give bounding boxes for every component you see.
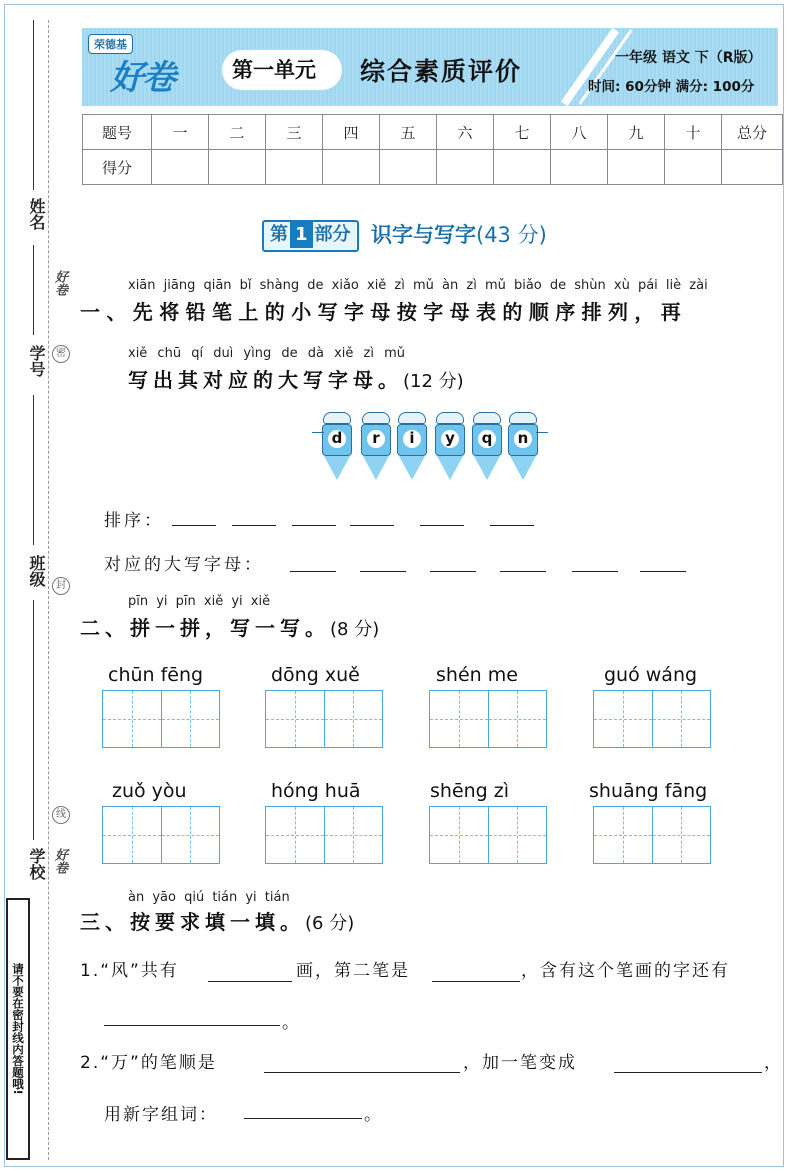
tianzige-box[interactable] (593, 690, 711, 748)
q3-item1-a: 1.“风”共有 (80, 961, 179, 981)
sort-blank[interactable] (172, 525, 216, 526)
pencil-letter: y (441, 430, 459, 448)
tianzige-box[interactable] (102, 806, 220, 864)
seal-warning: 请不要在密封线内答题哦! (6, 898, 30, 1160)
pinyin-word: guó wáng (604, 664, 698, 686)
q3-item2-b: ，加一笔变成 (463, 1053, 577, 1073)
score-cell[interactable] (665, 150, 722, 185)
q1-pinyin-1: xiān jiāng qiān bǐ shàng de xiǎo xiě zì mǔ àn zì mǔ biǎo de shùn xù pái liè zài (128, 278, 708, 293)
pinyin-word: shuāng fāng (589, 780, 708, 802)
sort-blank[interactable] (292, 525, 336, 526)
pinyin-word: dōng xuě (271, 664, 360, 686)
pencil (397, 412, 427, 480)
id-blank-top (33, 245, 34, 335)
q3-item1-end: 。 (282, 1013, 301, 1033)
sort-blank[interactable] (350, 525, 394, 526)
characters-blank[interactable] (104, 1025, 280, 1026)
name-blank (33, 20, 34, 190)
time-score-info: 时间: 60分钟 满分: 100分 (588, 79, 755, 95)
pinyin-word: shén me (436, 664, 518, 686)
pencil-letter: i (403, 430, 421, 448)
q1-line-2 (128, 364, 464, 393)
q3-item2-end: 。 (364, 1105, 383, 1125)
q1-line-2-text: 写出其对应的大写字母。 (128, 368, 403, 392)
name-label: 姓名 (27, 198, 46, 230)
q3-points: (6 分) (305, 913, 355, 934)
unit-title: 第一单元 (232, 57, 316, 82)
pencil-letter: r (367, 430, 385, 448)
seal-mark-xian: 线 (52, 806, 70, 824)
score-col-header: 五 (380, 115, 437, 150)
class-blank (33, 600, 34, 840)
q3-item2-a: 2.“万”的笔顺是 (80, 1053, 217, 1073)
part-number: 1 (290, 222, 313, 248)
pencil (508, 412, 538, 480)
score-col-header: 十 (665, 115, 722, 150)
pencil-letter: d (328, 430, 346, 448)
score-cell[interactable] (323, 150, 380, 185)
pencil-arm (312, 432, 324, 433)
q3-item2-d: 用新字组词： (104, 1105, 218, 1125)
pinyin-word: zuǒ yòu (112, 780, 187, 802)
tianzige-box[interactable] (593, 806, 711, 864)
seal-mark-mi: 密 (52, 345, 70, 363)
uppercase-label: 对应的大写字母： (104, 555, 264, 575)
q2-line (80, 612, 379, 641)
word-blank[interactable] (244, 1118, 362, 1119)
id-blank (33, 395, 34, 545)
second-stroke-blank[interactable] (432, 981, 520, 982)
uppercase-blank[interactable] (360, 571, 406, 572)
seal-mark-feng: 封 (52, 577, 70, 595)
score-cell[interactable] (722, 150, 783, 185)
pencil-letter: n (514, 430, 532, 448)
score-col-header: 二 (209, 115, 266, 150)
score-table-score-row (83, 150, 783, 185)
uppercase-blank[interactable] (640, 571, 686, 572)
score-cell[interactable] (608, 150, 665, 185)
q2-points: (8 分) (330, 619, 380, 640)
pinyin-word: chūn fēng (108, 664, 204, 686)
uppercase-blank[interactable] (290, 571, 336, 572)
score-col-header: 四 (323, 115, 380, 150)
sort-blank[interactable] (232, 525, 276, 526)
score-cell[interactable] (380, 150, 437, 185)
score-cell[interactable] (494, 150, 551, 185)
margin-logo-top: 好卷 (52, 270, 67, 296)
score-col-header: 六 (437, 115, 494, 150)
pencil (322, 412, 352, 480)
class-label: 班级 (27, 555, 46, 587)
logo: 好卷 (110, 58, 174, 98)
q3-line (80, 906, 354, 935)
new-character-blank[interactable] (614, 1072, 762, 1073)
margin-logo-bottom: 好卷 (52, 848, 67, 874)
uppercase-blank[interactable] (500, 571, 546, 572)
score-cell[interactable] (152, 150, 209, 185)
q3-item1-c: ，含有这个笔画的字还有 (521, 961, 730, 981)
q3-pinyin: àn yāo qiú tián yi tián (128, 890, 290, 905)
pencil-letter: q (478, 430, 496, 448)
score-col-header: 总分 (722, 115, 783, 150)
brand-tag: 荣德基 (88, 34, 133, 54)
tianzige-box[interactable] (429, 690, 547, 748)
tianzige-box[interactable] (265, 690, 383, 748)
sort-blank[interactable] (420, 525, 464, 526)
part-suffix: 部分 (314, 224, 351, 245)
q3-item1-b: 画，第二笔是 (296, 961, 410, 981)
score-cell[interactable] (209, 150, 266, 185)
school-label: 学校 (27, 848, 46, 880)
id-label: 学号 (27, 345, 46, 377)
score-cell[interactable] (437, 150, 494, 185)
tianzige-box[interactable] (429, 806, 547, 864)
score-cell[interactable] (266, 150, 323, 185)
pinyin-word: hóng huā (271, 780, 361, 802)
tianzige-box[interactable] (265, 806, 383, 864)
q3-line-text: 三、按要求填一填。 (80, 910, 305, 934)
part-prefix: 第 (270, 224, 288, 245)
q1-pinyin-2: xiě chū qí duì yìng de dà xiě zì mǔ (128, 346, 405, 361)
pencil (472, 412, 502, 480)
score-col-header: 九 (608, 115, 665, 150)
part-title-text: 识字与写字 (371, 223, 476, 247)
tianzige-box[interactable] (102, 690, 220, 748)
uppercase-blank[interactable] (430, 571, 476, 572)
score-col-header: 一 (152, 115, 209, 150)
q2-line-text: 二、拼一拼，写一写。 (80, 616, 330, 640)
q1-line-1: 一、先将铅笔上的小写字母按字母表的顺序排列，再 (80, 300, 688, 324)
sort-blank[interactable] (490, 525, 534, 526)
seal-line (48, 20, 49, 1160)
part-badge (262, 220, 359, 252)
pinyin-word: shēng zì (430, 780, 510, 802)
part-score: (43 分) (476, 223, 547, 247)
q1-points: (12 分) (403, 371, 464, 392)
q3-item2-c: ， (764, 1053, 783, 1073)
score-col-header: 八 (551, 115, 608, 150)
sort-label: 排序： (104, 511, 164, 531)
score-col-header: 三 (266, 115, 323, 150)
pencil (435, 412, 465, 480)
stroke-order-blank[interactable] (264, 1072, 460, 1073)
grade-info: 一年级 语文 下（R版） (615, 50, 762, 66)
page-title: 综合素质评价 (360, 57, 523, 86)
pencil (361, 412, 391, 480)
score-table-header-row (83, 115, 783, 150)
pencil-arm (536, 432, 548, 433)
part-title (371, 219, 547, 249)
score-col-header: 七 (494, 115, 551, 150)
score-cell[interactable] (551, 150, 608, 185)
score-table-label: 题号 (83, 115, 152, 150)
score-table (82, 114, 783, 185)
score-table-label: 得分 (83, 150, 152, 185)
q2-pinyin: pīn yi pīn xiě yi xiě (128, 594, 271, 609)
stroke-count-blank[interactable] (208, 981, 292, 982)
uppercase-blank[interactable] (572, 571, 618, 572)
